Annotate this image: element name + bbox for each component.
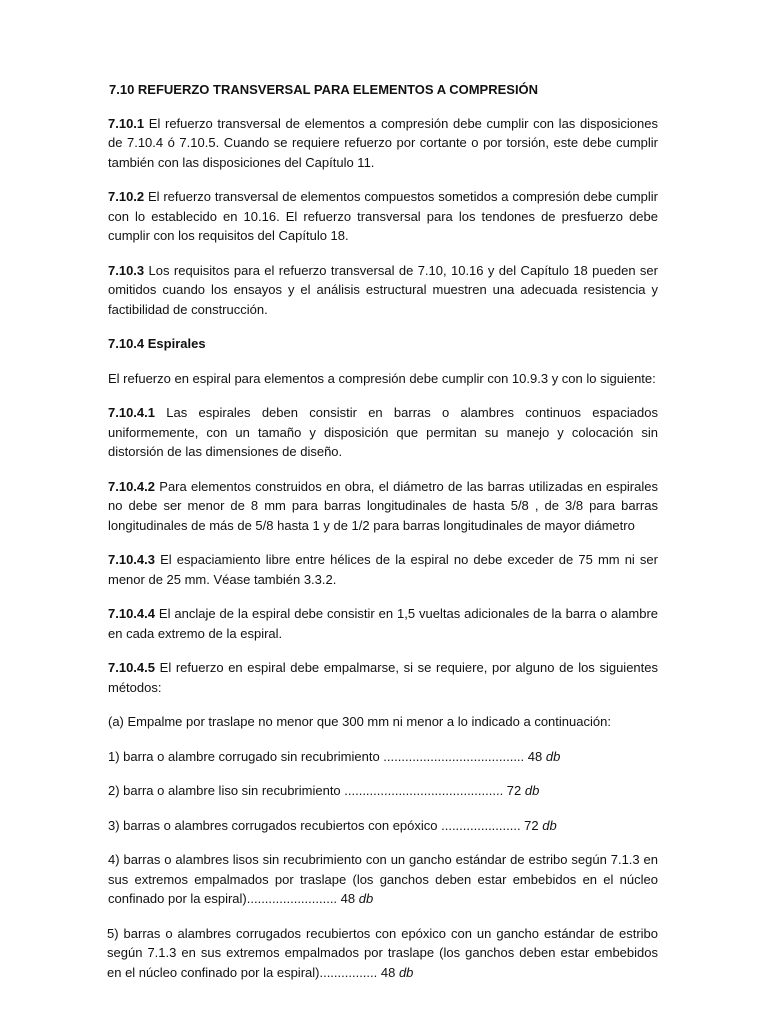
paragraph-text: El refuerzo en espiral debe empalmarse, si se requiere, por alguno de los siguientes métodos: [108, 660, 658, 695]
paragraph-7-10-4-1 [108, 403, 658, 462]
list-item-unit: db [524, 783, 540, 798]
paragraph-espiral-intro [108, 369, 658, 389]
list-item-text: 5) barras o alambres corrugados recubiertos con epóxico con un gancho estándar de estribo según 7.1.3 en sus extremos empalmados por traslape (los ganchos deben estar embebidos en el núcleo confinado por la espiral)................ 48 [107, 925, 658, 980]
paragraph-text: El espaciamiento libre entre hélices de la espiral no debe exceder de 75 mm ni ser menor de 25 mm. Véase también 3.3.2. [108, 552, 658, 587]
list-item-unit: db [358, 891, 374, 906]
paragraph-text: Los requisitos para el refuerzo transversal de 7.10, 10.16 y del Capítulo 18 pueden ser omitidos cuando los ensayos y el análisis estructural muestren una adecuada resistencia y factibilidad de construcción. [108, 262, 658, 317]
list-item-unit: db [398, 964, 414, 980]
paragraph-number: 7.10.3 [108, 262, 145, 278]
list-item-text: 2) barra o alambre liso sin recubrimiento ............................................ 72 [108, 783, 525, 798]
paragraph-text: El refuerzo transversal de elementos compuestos sometidos a compresión debe cumplir con lo establecido en 10.16. El refuerzo transversal para los tendones de presfuerzo debe cumplir con los requisitos del Capítulo 18. [108, 189, 658, 243]
paragraph-text: Para elementos construidos en obra, el diámetro de las barras utilizadas en espirales no debe ser menor de 8 mm para barras longitudinales de hasta 5/8 , de 3/8 para barras longitudinales de más de 5/8 hasta 1 y de 1/2 para barras longitudinales de mayor diámetro [108, 478, 658, 533]
paragraph-7-10-1 [108, 114, 658, 173]
list-item [108, 816, 658, 836]
list-item [108, 850, 658, 909]
paragraph-empalme-a [108, 712, 658, 732]
paragraph-number: 7.10.4.5 [108, 660, 155, 675]
paragraph-7-10-3 [108, 261, 658, 320]
paragraph-number: 7.10.4.2 [108, 478, 155, 494]
list-item-text: 1) barra o alambre corrugado sin recubrimiento ....................................... 48 [108, 748, 546, 764]
paragraph-text: El anclaje de la espiral debe consistir en 1,5 vueltas adicionales de la barra o alambre en cada extremo de la espiral. [108, 606, 658, 641]
paragraph-7-10-4-2 [108, 477, 658, 536]
paragraph-7-10-4-5 [108, 658, 658, 697]
list-item [108, 781, 658, 801]
subsection-heading-espirales [108, 334, 658, 354]
paragraph-text: El refuerzo transversal de elementos a compresión debe cumplir con las disposiciones de 7.10.4 ó 7.10.5. Cuando se requiere refuerzo por cortante o por torsión, este debe cumplir también con las disposiciones del Capítulo 11. [108, 115, 658, 170]
list-item [107, 924, 658, 983]
list-item-text: 3) barras o alambres corrugados recubiertos con epóxico ...................... 72 [108, 817, 543, 833]
document-page [108, 80, 658, 997]
paragraph-number: 7.10.1 [108, 115, 145, 131]
paragraph-number: 7.10.2 [108, 189, 145, 204]
list-item-text: 4) barras o alambres lisos sin recubrimiento con un gancho estándar de estribo según 7.1.3 en sus extremos empalmados por traslape (los ganchos deben estar embebidos en el núcleo confinado por la espiral)......................... 48 [108, 852, 658, 906]
paragraph-text: (a) Empalme por traslape no menor que 300 mm ni menor a lo indicado a continuación: [108, 714, 611, 729]
list-item-unit: db [545, 748, 561, 764]
paragraph-text: El refuerzo en espiral para elementos a compresión debe cumplir con 10.9.3 y con lo siguiente: [108, 370, 656, 386]
paragraph-number: 7.10.4.4 [108, 606, 155, 621]
paragraph-7-10-4-4 [108, 604, 658, 643]
paragraph-7-10-4-3 [108, 550, 658, 589]
paragraph-number: 7.10.4.1 [108, 405, 155, 420]
paragraph-text: Las espirales deben consistir en barras o alambres continuos espaciados uniformemente, con un tamaño y disposición que permitan su manejo y colocación sin distorsión de las dimensiones de diseño. [108, 405, 658, 459]
list-item-unit: db [542, 817, 557, 833]
subsection-title: 7.10.4 Espirales [108, 336, 206, 351]
list-item [108, 747, 658, 767]
paragraph-7-10-2 [108, 187, 658, 246]
section-title: 7.10 REFUERZO TRANSVERSAL PARA ELEMENTOS A COMPRESIÓN [109, 82, 539, 97]
paragraph-number: 7.10.4.3 [108, 552, 155, 567]
